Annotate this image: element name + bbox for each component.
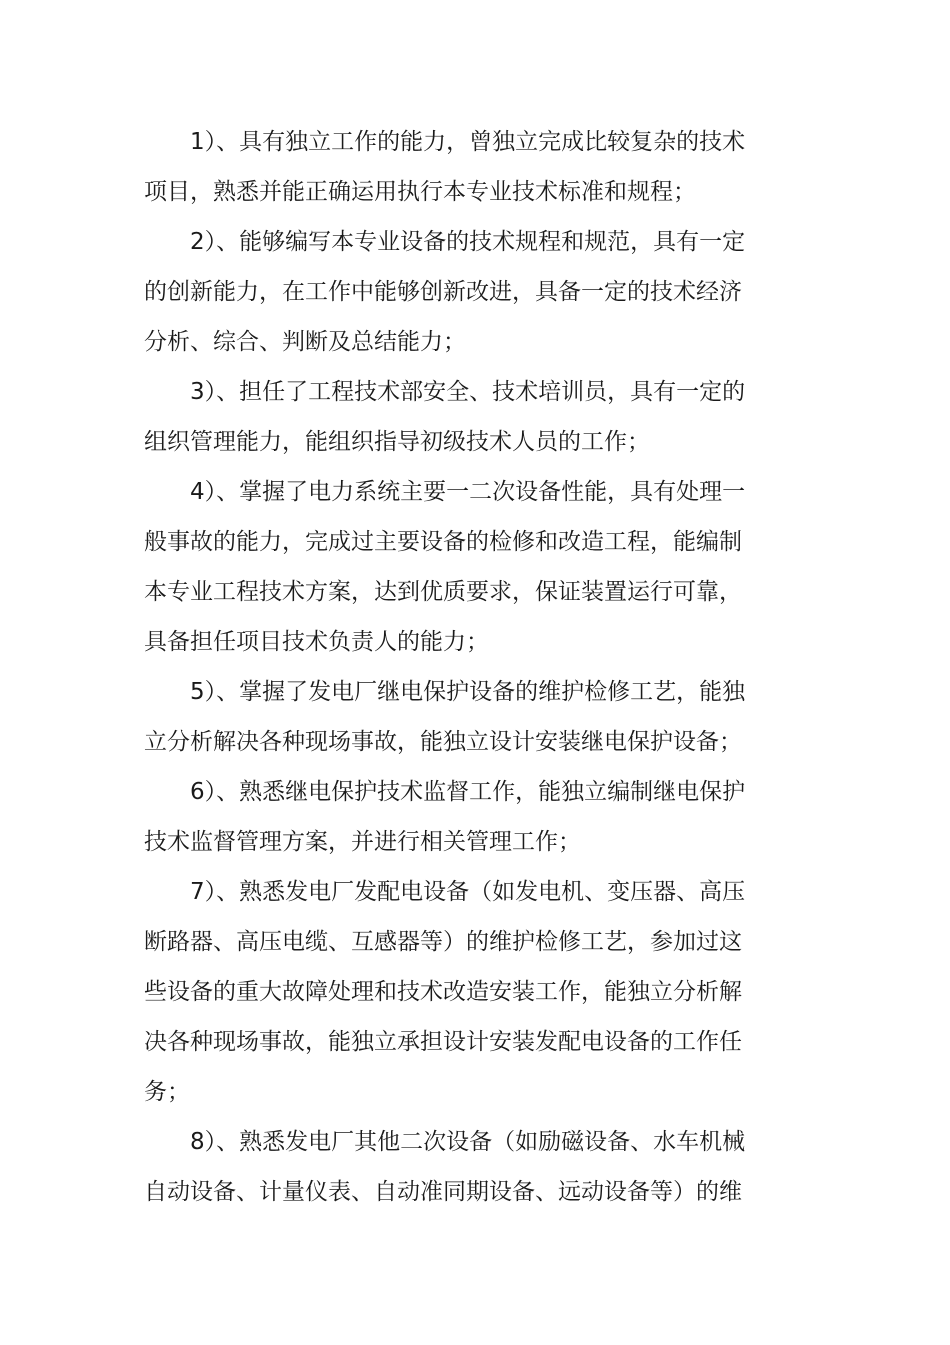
paragraph-line: 组织管理能力，能组织指导初级技术人员的工作；: [144, 429, 650, 455]
paragraph-4: [144, 467, 754, 667]
paragraph-7: [144, 867, 754, 1117]
paragraph-line: 具备担任项目技术负责人的能力；: [144, 629, 489, 655]
paragraph-8: [144, 1117, 754, 1217]
paragraph-line: 般事故的能力，完成过主要设备的检修和改造工程，能编制: [144, 529, 742, 555]
paragraph-line: 立分析解决各种现场事故，能独立设计安装继电保护设备；: [144, 729, 742, 755]
document-body: [144, 117, 754, 1217]
paragraph-line: 分析、综合、判断及总结能力；: [144, 329, 466, 355]
paragraph-line: 些设备的重大故障处理和技术改造安装工作，能独立分析解: [144, 979, 742, 1005]
paragraph-1: [144, 117, 754, 217]
paragraph-line: 的创新能力，在工作中能够创新改进，具备一定的技术经济: [144, 279, 742, 305]
paragraph-line: 断路器、高压电缆、互感器等）的维护检修工艺，参加过这: [144, 929, 742, 955]
paragraph-line: 技术监督管理方案，并进行相关管理工作；: [144, 829, 581, 855]
paragraph-6: [144, 767, 754, 867]
paragraph-5: [144, 667, 754, 767]
paragraph-line: 自动设备、计量仪表、自动准同期设备、远动设备等）的维: [144, 1179, 742, 1205]
paragraph-line: 7）、熟悉发电厂发配电设备（如发电机、变压器、高压: [190, 879, 746, 905]
paragraph-line: 务；: [144, 1079, 190, 1105]
paragraph-3: [144, 367, 754, 467]
paragraph-line: 4）、掌握了电力系统主要一二次设备性能，具有处理一: [190, 479, 746, 505]
paragraph-2: [144, 217, 754, 367]
paragraph-line: 2）、能够编写本专业设备的技术规程和规范，具有一定: [190, 229, 746, 255]
paragraph-line: 5）、掌握了发电厂继电保护设备的维护检修工艺，能独: [190, 679, 746, 705]
paragraph-line: 6）、熟悉继电保护技术监督工作，能独立编制继电保护: [190, 779, 746, 805]
paragraph-line: 1）、具有独立工作的能力，曾独立完成比较复杂的技术: [190, 129, 746, 155]
paragraph-line: 决各种现场事故，能独立承担设计安装发配电设备的工作任: [144, 1029, 742, 1055]
paragraph-line: 8）、熟悉发电厂其他二次设备（如励磁设备、水车机械: [190, 1129, 746, 1155]
paragraph-line: 3）、担任了工程技术部安全、技术培训员，具有一定的: [190, 379, 746, 405]
paragraph-line: 项目，熟悉并能正确运用执行本专业技术标准和规程；: [144, 179, 696, 205]
paragraph-line: 本专业工程技术方案，达到优质要求，保证装置运行可靠，: [144, 579, 742, 605]
